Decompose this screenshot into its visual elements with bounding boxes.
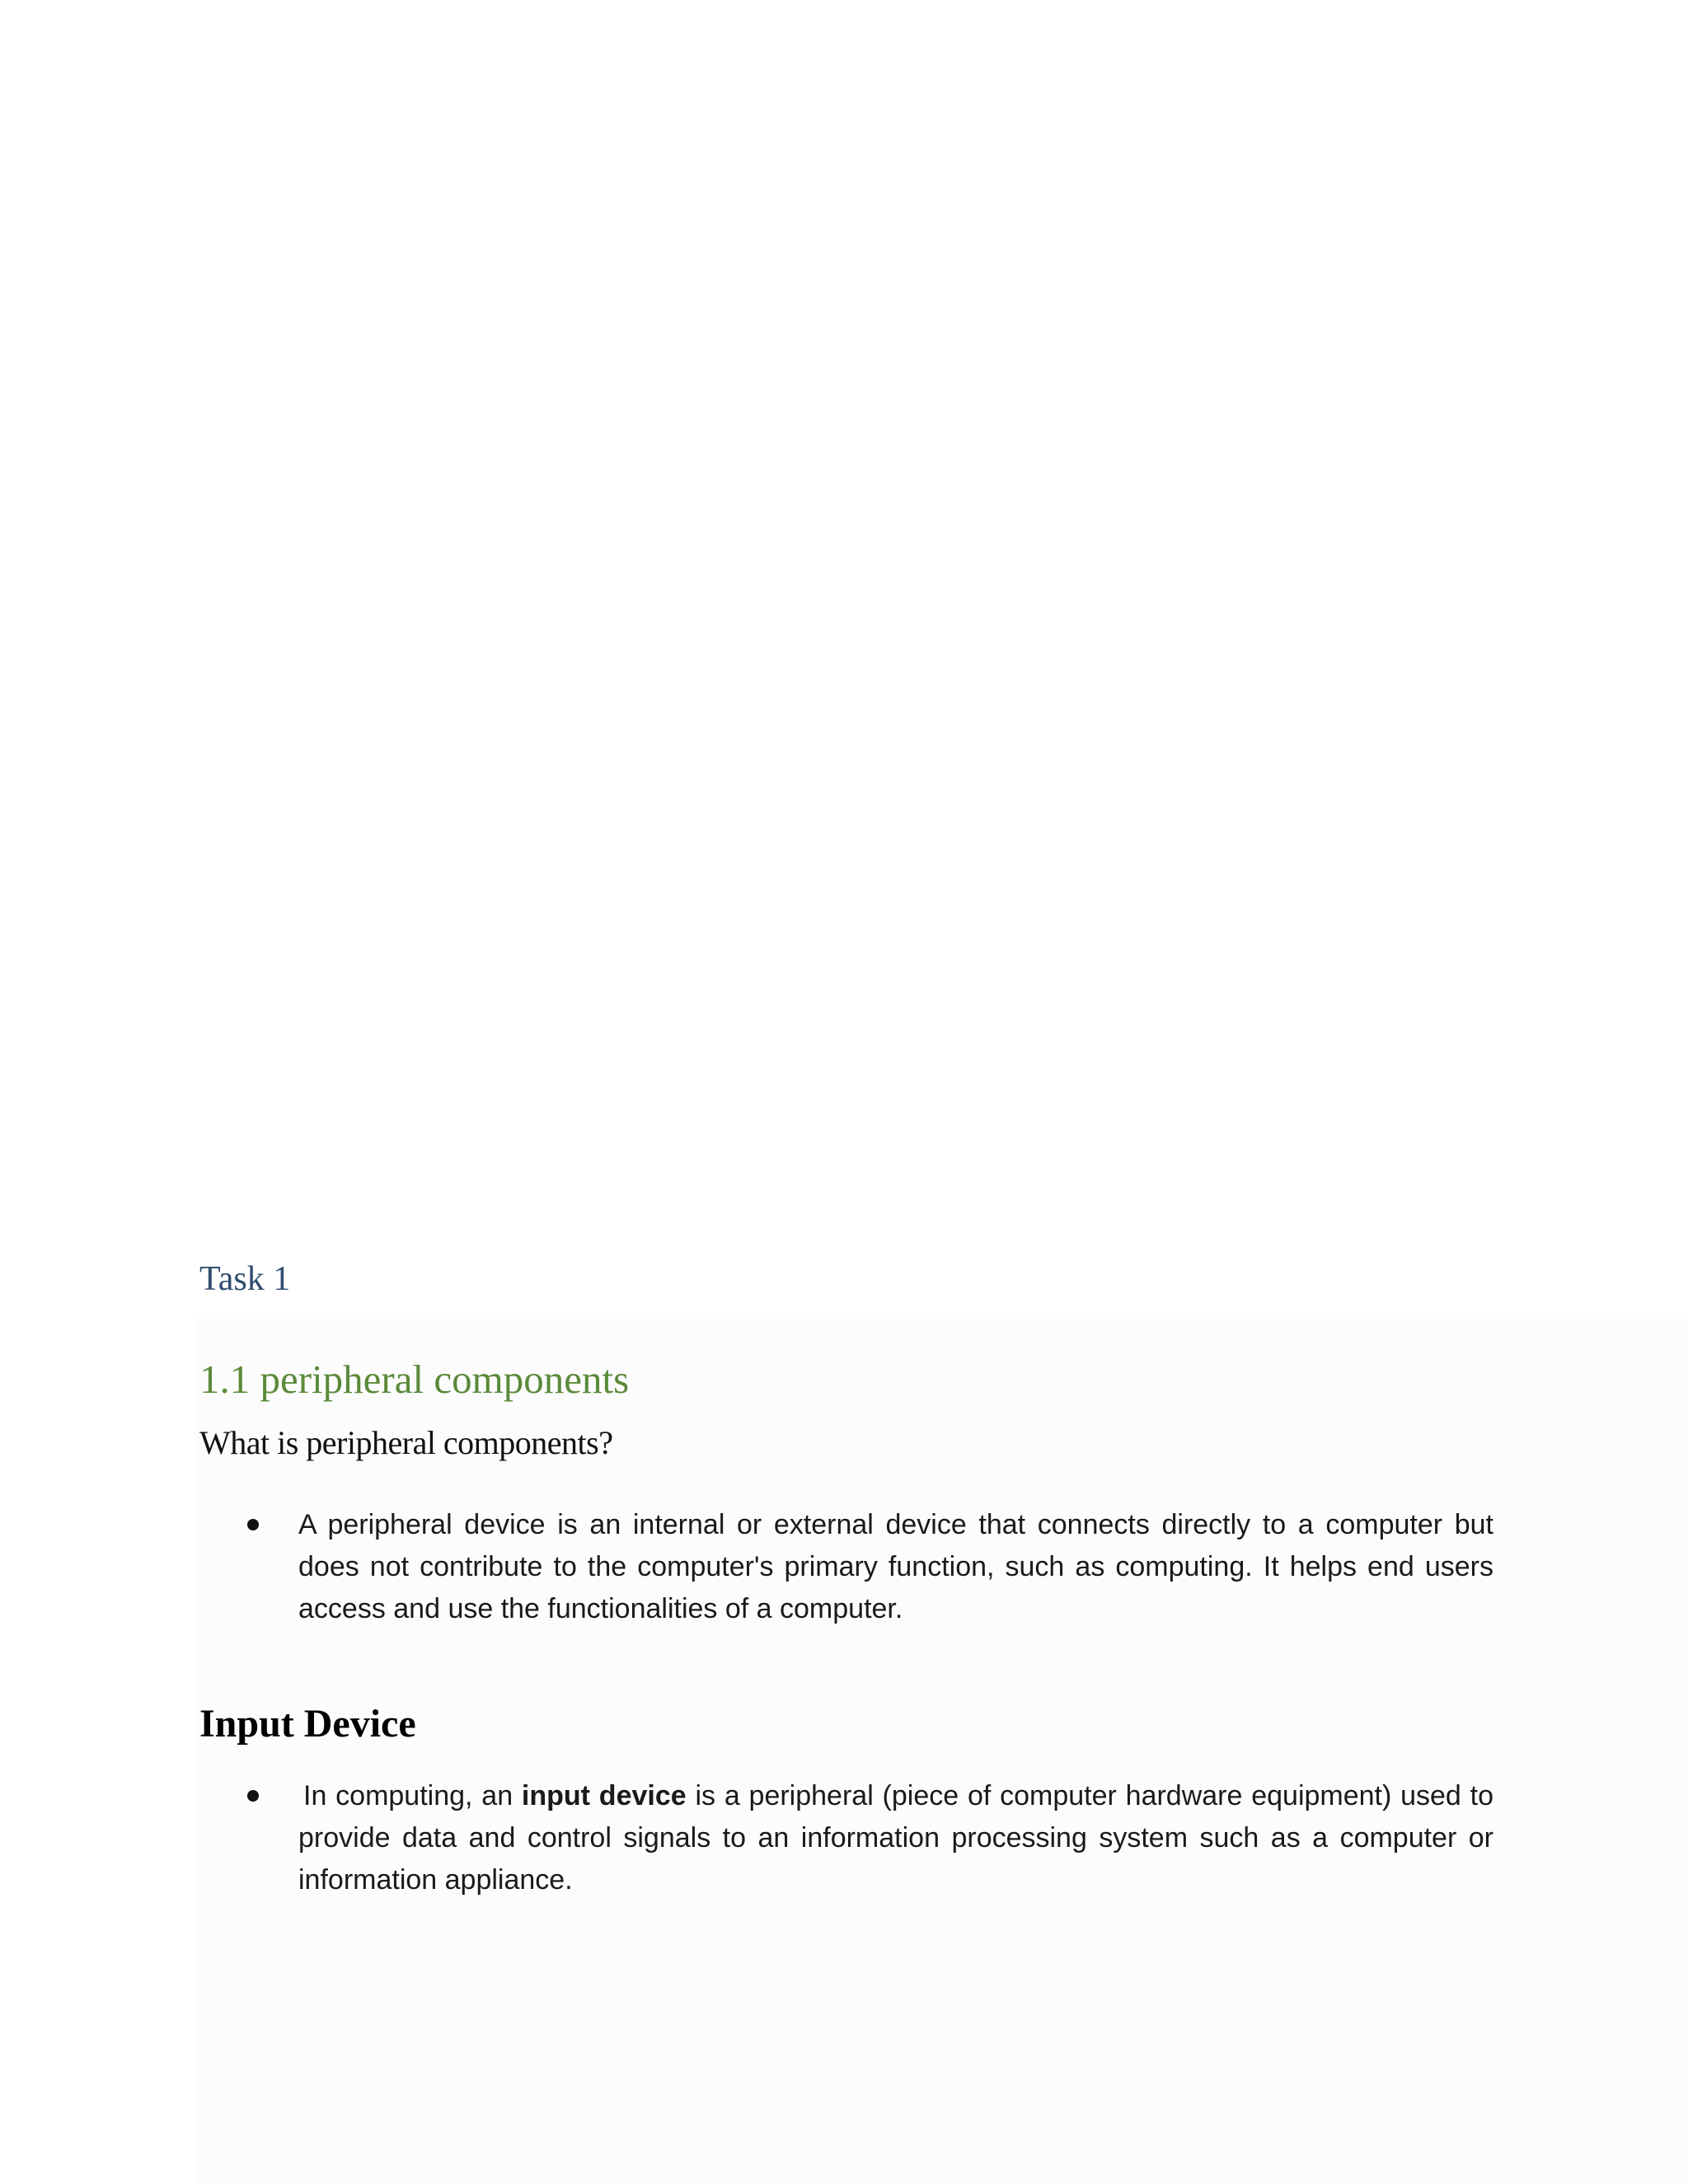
bullet-text-peripheral-definition: A peripheral device is an internal or external device that connects directly to a computer but does not contribute to the computer's primary function, such as computing. It helps end users access and use the functionalities of a computer. bbox=[298, 1509, 1493, 1624]
bullet-icon bbox=[247, 1519, 259, 1530]
section-heading: 1.1 peripheral components bbox=[199, 1357, 630, 1402]
bullet-text-bold-term: input device bbox=[521, 1780, 687, 1811]
task-heading: Task 1 bbox=[199, 1260, 291, 1298]
question-text: What is peripheral components? bbox=[199, 1424, 613, 1461]
bullet-text-suffix: is a peripheral (piece of computer hardware equipment) used to provide data and control signals to an information processing system such as a computer or information appliance. bbox=[298, 1780, 1494, 1896]
bullet-icon bbox=[247, 1790, 259, 1802]
bullet-text-input-device bbox=[298, 1775, 1493, 1901]
input-device-heading: Input Device bbox=[199, 1702, 416, 1746]
bullet-text-prefix: In computing, an bbox=[303, 1780, 522, 1811]
